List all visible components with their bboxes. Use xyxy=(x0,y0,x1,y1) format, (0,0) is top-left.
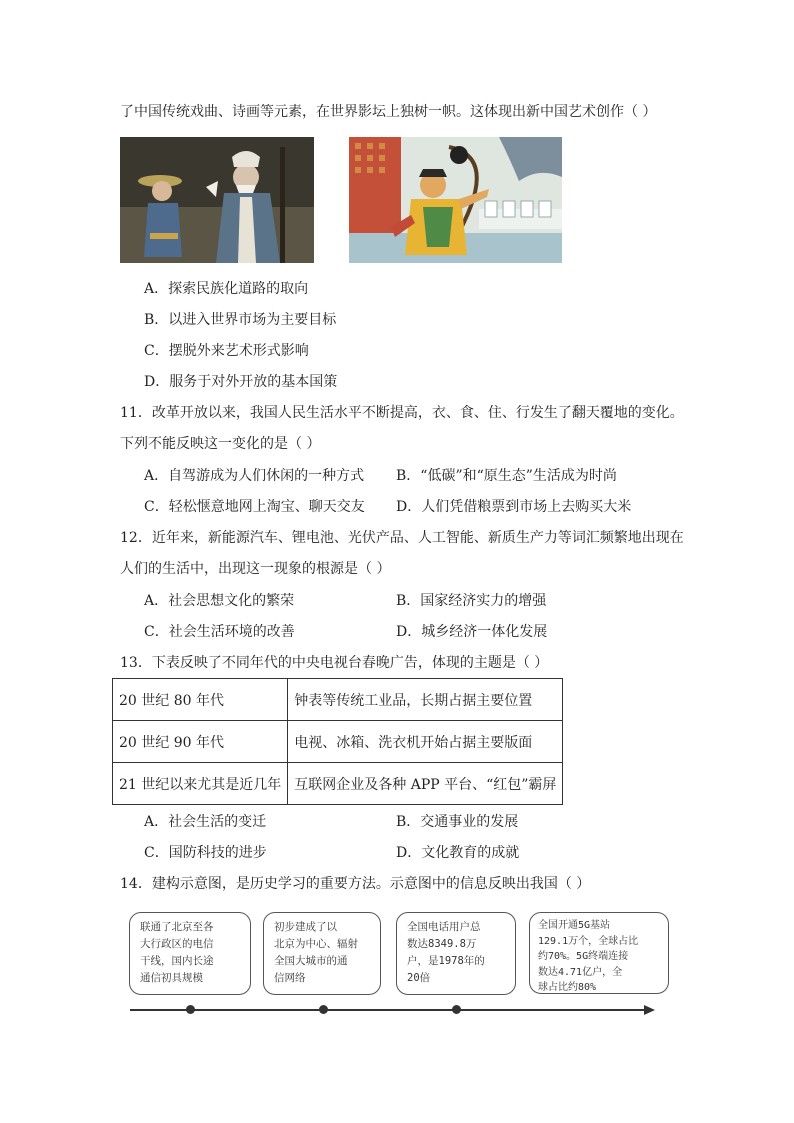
timeline-dot xyxy=(452,1005,461,1014)
q14-stem: 14．建构示意图，是历史学习的重要方法。示意图中的信息反映出我国（ ） xyxy=(120,876,591,892)
q13-option-b: B．交通事业的发展 xyxy=(396,814,519,830)
table-cell-ads: 钟表等传统工业品，长期占据主要位置 xyxy=(288,679,563,721)
q11-stem-line1: 11．改革开放以来，我国人民生活水平不断提高，衣、食、住、行发生了翻天覆地的变化。 xyxy=(120,405,684,421)
q13-option-d: D．文化教育的成就 xyxy=(396,845,520,861)
q11-stem-line2: 下列不能反映这一变化的是（ ） xyxy=(120,436,321,452)
q13-option-c: C．国防科技的进步 xyxy=(144,845,267,861)
q12-option-b: B．国家经济实力的增强 xyxy=(396,593,547,609)
question-10-continuation: 了中国传统戏曲、诗画等元素，在世界影坛上独树一帜。这体现出新中国艺术创作（ ） xyxy=(120,104,657,120)
timeline-box-1: 联通了北京至各 大行政区的电信 干线，国内长途 通信初具规模 xyxy=(129,912,251,995)
q11-option-a: A．自驾游成为人们休闲的一种方式 xyxy=(144,468,365,484)
q10-option-b: B．以进入世界市场为主要目标 xyxy=(144,312,337,328)
table-cell-era: 20 世纪 80 年代 xyxy=(113,679,288,721)
timeline-dot xyxy=(186,1005,195,1014)
animation-still-image-1 xyxy=(120,137,314,263)
timeline-axis xyxy=(130,1009,646,1011)
q12-option-d: D．城乡经济一体化发展 xyxy=(396,624,548,640)
timeline-dot xyxy=(319,1005,328,1014)
timeline-box-4: 全国开通5G基站 129.1万个，全球占比 约70%。5G终端连接 数达4.71亿户，全 球占比约80% xyxy=(529,912,669,994)
q13-table xyxy=(112,678,563,805)
q13-option-a: A．社会生活的变迁 xyxy=(144,814,267,830)
table-row xyxy=(113,679,563,721)
table-cell-era: 20 世纪 90 年代 xyxy=(113,721,288,763)
q11-option-d: D．人们凭借粮票到市场上去购买大米 xyxy=(396,499,632,515)
table-cell-era: 21 世纪以来尤其是近几年 xyxy=(113,763,288,805)
q12-stem-line1: 12．近年来，新能源汽车、锂电池、光伏产品、人工智能、新质生产力等词汇频繁地出现在 xyxy=(120,530,684,546)
q12-option-a: A．社会思想文化的繁荣 xyxy=(144,593,295,609)
q10-option-a: A．探索民族化道路的取向 xyxy=(144,281,309,297)
q11-option-c: C．轻松惬意地网上淘宝、聊天交友 xyxy=(144,499,365,515)
q10-option-d: D．服务于对外开放的基本国策 xyxy=(144,374,338,390)
timeline-arrow-icon xyxy=(644,1005,655,1015)
animation-still-image-2 xyxy=(349,137,562,263)
table-row xyxy=(113,721,563,763)
table-cell-ads: 电视、冰箱、洗衣机开始占据主要版面 xyxy=(288,721,563,763)
timeline-box-3: 全国电话用户总 数达8349.8万 户，是1978年的 20倍 xyxy=(396,912,516,995)
table-row xyxy=(113,763,563,805)
table-cell-ads: 互联网企业及各种 APP 平台、“红包”霸屏 xyxy=(288,763,563,805)
q12-stem-line2: 人们的生活中，出现这一现象的根源是（ ） xyxy=(120,561,391,577)
q13-stem: 13．下表反映了不同年代的中央电视台春晚广告，体现的主题是（ ） xyxy=(120,655,549,671)
q12-option-c: C．社会生活环境的改善 xyxy=(144,624,295,640)
q10-option-c: C．摆脱外来艺术形式影响 xyxy=(144,343,309,359)
timeline-box-2: 初步建成了以 北京为中心、辐射 全国大城市的通 信网络 xyxy=(263,912,381,995)
q11-option-b: B．“低碳”和“原生态”生活成为时尚 xyxy=(396,468,617,484)
